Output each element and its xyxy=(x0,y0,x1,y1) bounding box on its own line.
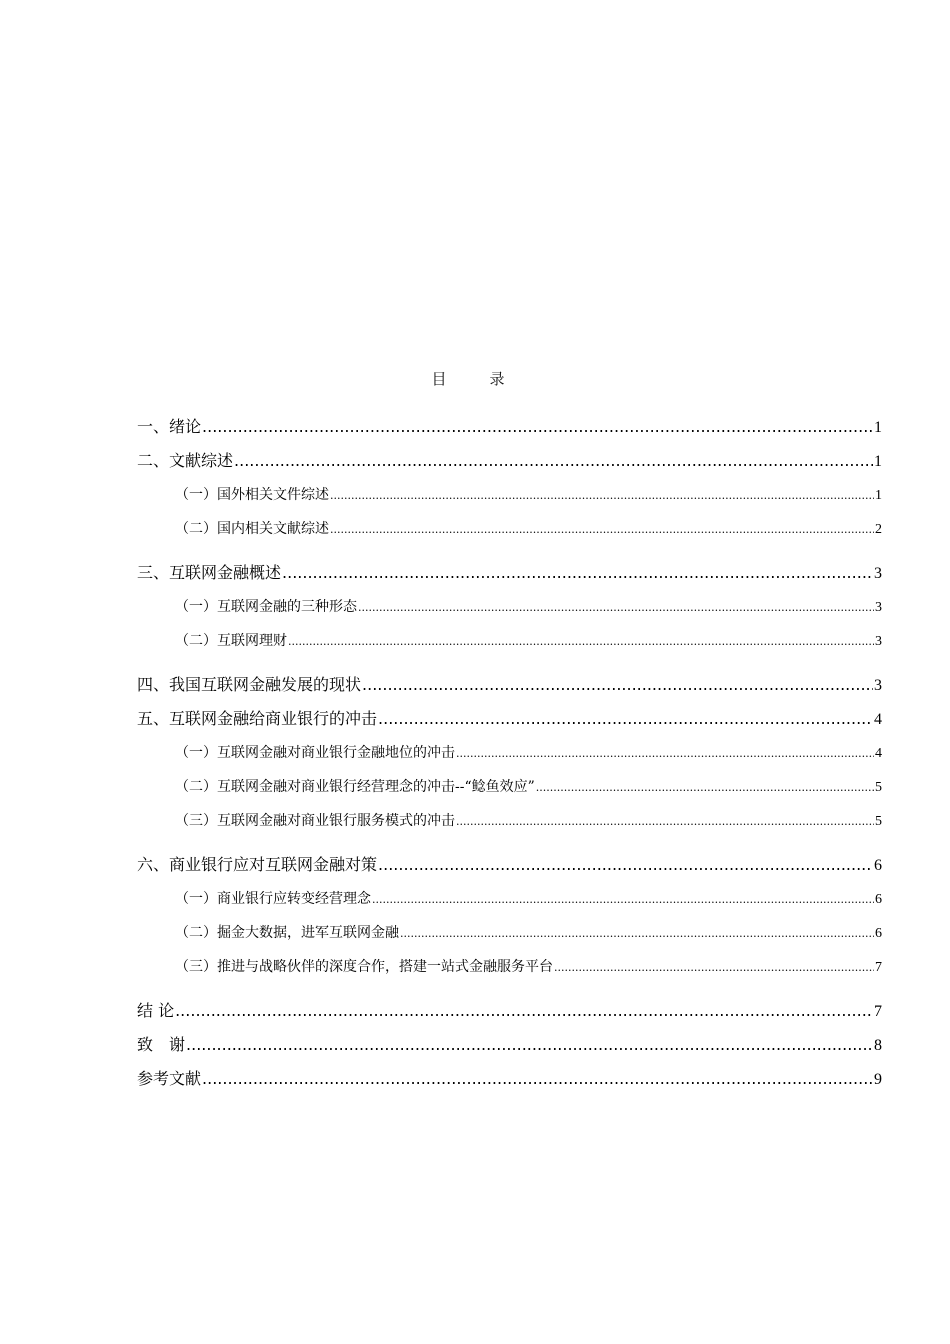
toc-page-number: 3 xyxy=(874,565,882,582)
toc-entry-label: 六、商业银行应对互联网金融对策 xyxy=(137,855,378,874)
toc-page-number: 7 xyxy=(875,960,882,975)
toc-subentry-impact-business-philosophy[interactable] xyxy=(137,770,882,804)
toc-subentry-domestic-review[interactable] xyxy=(137,512,882,546)
toc-entry-acknowledgements[interactable] xyxy=(137,1028,882,1062)
toc-leader-dots xyxy=(186,1028,873,1062)
toc-leader-dots xyxy=(202,1062,873,1096)
toc-leader-dots xyxy=(378,702,873,736)
toc-entry-label: 二、文献综述 xyxy=(137,451,234,470)
toc-entry-label: （二）互联网金融对商业银行经营理念的冲击--“鲶鱼效应” xyxy=(175,779,535,795)
toc-page-number: 8 xyxy=(874,1037,882,1054)
toc-entry-label: （一）商业银行应转变经营理念 xyxy=(175,891,371,907)
toc-leader-dots xyxy=(554,950,874,985)
toc-entry-label: 四、我国互联网金融发展的现状 xyxy=(137,675,362,694)
toc-entry-label: （一）互联网金融的三种形态 xyxy=(175,599,357,615)
toc-subentry-change-philosophy[interactable] xyxy=(137,882,882,916)
toc-subentry-impact-financial-status[interactable] xyxy=(137,736,882,770)
toc-leader-dots xyxy=(330,478,874,513)
toc-leader-dots xyxy=(202,410,873,444)
toc-entry-conclusion[interactable] xyxy=(137,994,882,1028)
toc-entry-label: （一）国外相关文件综述 xyxy=(175,487,329,503)
toc-entry-label: （二）掘金大数据，进军互联网金融 xyxy=(175,925,399,941)
toc-entry-label: 三、互联网金融概述 xyxy=(137,563,282,582)
toc-page-number: 5 xyxy=(875,780,882,795)
toc-leader-dots xyxy=(456,804,874,839)
toc-leader-dots xyxy=(378,848,873,882)
toc-entry-references[interactable] xyxy=(137,1062,882,1096)
toc-leader-dots xyxy=(362,668,873,702)
toc-subentry-strategic-partnership[interactable] xyxy=(137,950,882,984)
toc-entry-label: （二）国内相关文献综述 xyxy=(175,521,329,537)
toc-page-number: 6 xyxy=(875,892,882,907)
toc-leader-dots xyxy=(400,916,874,951)
toc-entry-current-status[interactable] xyxy=(137,668,882,702)
toc-entry-label: 结 论 xyxy=(137,1001,175,1020)
toc-entry-label: （三）推进与战略伙伴的深度合作，搭建一站式金融服务平台 xyxy=(175,959,553,975)
toc-page-number: 3 xyxy=(875,600,882,615)
toc-page-number: 1 xyxy=(874,419,882,436)
toc-page-number: 6 xyxy=(874,857,882,874)
toc-subentry-impact-service-model[interactable] xyxy=(137,804,882,838)
toc-subentry-three-forms[interactable] xyxy=(137,590,882,624)
toc-page-number: 2 xyxy=(875,522,882,537)
toc-page-number: 1 xyxy=(875,488,882,503)
toc-subentry-internet-wealth[interactable] xyxy=(137,624,882,658)
toc-page-number: 3 xyxy=(874,677,882,694)
toc-entry-label: 致 谢 xyxy=(137,1035,186,1054)
toc-page-number: 5 xyxy=(875,814,882,829)
toc-leader-dots xyxy=(282,556,873,590)
toc-page-number: 1 xyxy=(874,453,882,470)
toc-leader-dots xyxy=(456,736,874,771)
table-of-contents xyxy=(137,410,882,1096)
toc-subentry-big-data[interactable] xyxy=(137,916,882,950)
toc-leader-dots xyxy=(536,770,874,805)
toc-page-number: 4 xyxy=(874,711,882,728)
toc-subentry-foreign-review[interactable] xyxy=(137,478,882,512)
toc-page-number: 7 xyxy=(874,1003,882,1020)
toc-title: 目 录 xyxy=(431,370,519,388)
toc-leader-dots xyxy=(288,624,874,659)
toc-entry-label: 五、互联网金融给商业银行的冲击 xyxy=(137,709,378,728)
toc-leader-dots xyxy=(175,994,873,1028)
toc-entry-impact-on-banks[interactable] xyxy=(137,702,882,736)
toc-page-number: 9 xyxy=(874,1071,882,1088)
toc-leader-dots xyxy=(358,590,874,625)
toc-entry-literature-review[interactable] xyxy=(137,444,882,478)
toc-entry-label: 参考文献 xyxy=(137,1069,202,1088)
toc-leader-dots xyxy=(234,444,873,478)
toc-entry-countermeasures[interactable] xyxy=(137,848,882,882)
toc-page-number: 3 xyxy=(875,634,882,649)
toc-entry-introduction[interactable] xyxy=(137,410,882,444)
toc-entry-label: （二）互联网理财 xyxy=(175,633,287,649)
toc-leader-dots xyxy=(330,512,874,547)
toc-page-number: 6 xyxy=(875,926,882,941)
toc-page-number: 4 xyxy=(875,746,882,761)
toc-entry-label: （三）互联网金融对商业银行服务模式的冲击 xyxy=(175,813,455,829)
toc-entry-internet-finance-overview[interactable] xyxy=(137,556,882,590)
toc-entry-label: 一、绪论 xyxy=(137,417,202,436)
toc-entry-label: （一）互联网金融对商业银行金融地位的冲击 xyxy=(175,745,455,761)
toc-leader-dots xyxy=(372,882,874,917)
